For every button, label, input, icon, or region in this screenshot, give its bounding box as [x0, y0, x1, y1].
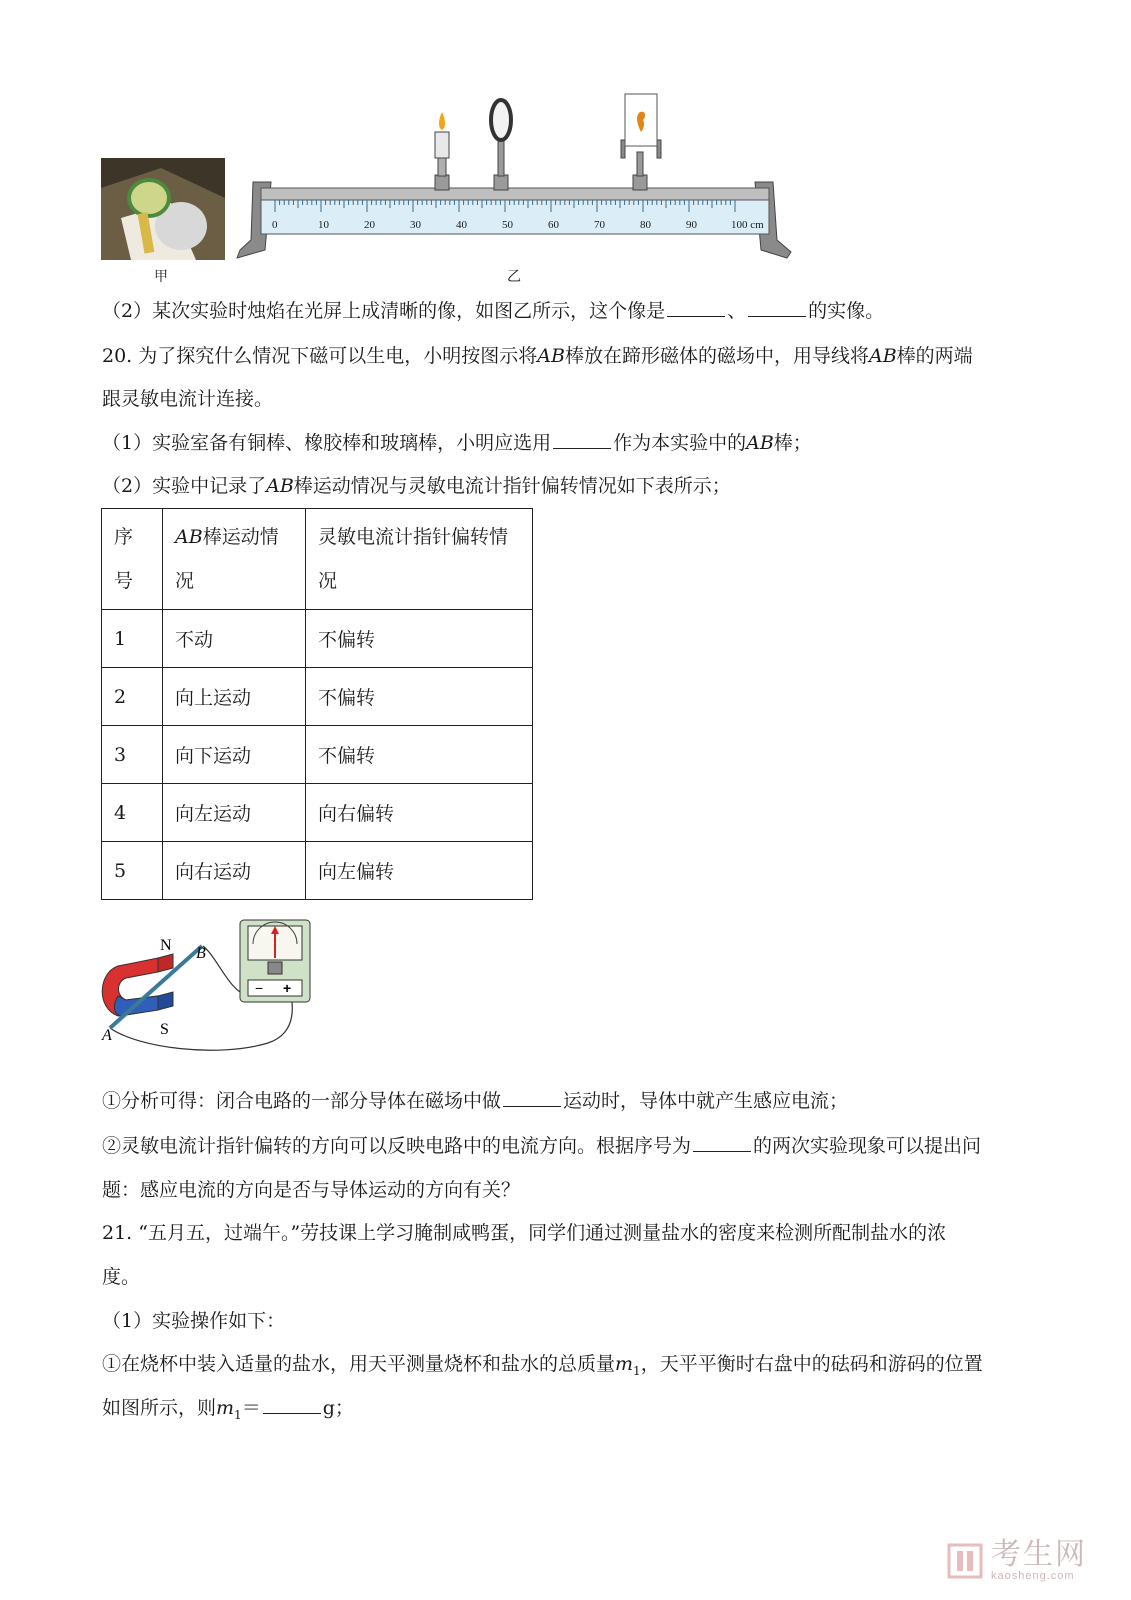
q21-intro-line2: 度。	[102, 1266, 141, 1288]
magnet-galvanometer-figure	[98, 918, 318, 1058]
q21-step1-line2	[102, 1395, 354, 1428]
q20-text: （2）实验中记录了	[102, 475, 267, 497]
mass-symbol: m	[615, 1353, 634, 1375]
table-header-row	[102, 509, 533, 610]
answer-blank[interactable]	[693, 1133, 751, 1152]
header-cell-index: 序 号	[102, 509, 163, 610]
watermark-text: 考生网	[991, 1537, 1087, 1572]
q20-text: （1）实验室备有铜棒、橡胶棒和玻璃棒，小明应选用	[102, 432, 552, 454]
ab-symbol: AB	[868, 345, 897, 367]
watermark-logo-icon	[947, 1543, 983, 1579]
ruler-tick-label: 80	[640, 219, 651, 231]
q20-conclusion-2	[102, 1133, 981, 1159]
label-n: N	[160, 937, 172, 954]
header-cell-deflection: 灵敏电流计指针偏转情 况	[306, 509, 533, 610]
q21-intro: 21. “五月五，过端午。”劳技课上学习腌制咸鸭蛋，同学们通过测量盐水的密度来检测所配制盐水的浓	[102, 1222, 947, 1244]
q20-text: 棒的两端	[896, 345, 973, 367]
table-row: 4 向左运动 向右偏转	[102, 784, 533, 842]
answer-blank[interactable]	[748, 298, 806, 317]
q20-text: 棒；	[773, 432, 812, 454]
q20-intro	[102, 343, 973, 369]
mass-subscript: 1	[234, 1407, 242, 1422]
mass-symbol: m	[216, 1397, 235, 1419]
ruler-tick-label: 50	[502, 219, 513, 231]
table-row: 3 向下运动 不偏转	[102, 726, 533, 784]
q20-text: ②灵敏电流计指针偏转的方向可以反映电路中的电流方向。根据序号为	[102, 1135, 692, 1157]
q19-sep: 、	[727, 300, 747, 322]
answer-blank[interactable]	[667, 298, 725, 317]
label-a: A	[102, 1027, 112, 1044]
q21-text: g；	[322, 1397, 354, 1419]
ruler-tick-label: 40	[456, 219, 467, 231]
q21-text: ，天平平衡时右盘中的砝码和游码的位置	[640, 1353, 983, 1375]
answer-blank[interactable]	[263, 1395, 321, 1414]
q20-text: 20. 为了探究什么情况下磁可以生电，小明按图示将	[102, 345, 538, 367]
q19-tail: 的实像。	[808, 300, 885, 322]
ab-symbol: AB	[266, 475, 294, 497]
q20-conclusion-2-line2: 题：感应电流的方向是否与导体运动的方向有关？	[102, 1179, 521, 1201]
q20-text: 棒运动情况与灵敏电流计指针偏转情况如下表所示；	[293, 475, 731, 497]
watermark-url: kaosheng.com	[991, 1570, 1075, 1582]
label-b: B	[196, 945, 206, 962]
q20-conclusion-1	[102, 1088, 848, 1114]
q20-intro-line2: 跟灵敏电流计连接。	[102, 388, 274, 410]
q19-part2	[102, 298, 884, 324]
header-cell-motion: AB棒运动情 况	[163, 509, 306, 610]
ruler-tick-label: 10	[318, 219, 329, 231]
q20-part2	[102, 473, 731, 499]
answer-blank[interactable]	[553, 430, 611, 449]
table-row: 2 向上运动 不偏转	[102, 668, 533, 726]
terminal-plus: +	[283, 980, 292, 996]
table-row: 1 不动 不偏转	[102, 610, 533, 668]
experiment-table	[101, 508, 533, 900]
q21-text: 如图所示，则	[102, 1397, 217, 1419]
q20-part1	[102, 430, 812, 456]
terminal-minus: −	[255, 980, 264, 996]
q20-text: 棒放在蹄形磁体的磁场中，用导线将	[564, 345, 869, 367]
q20-text: 的两次实验现象可以提出问	[753, 1135, 982, 1157]
table-row: 5 向右运动 向左偏转	[102, 842, 533, 900]
ab-symbol: AB	[746, 432, 774, 454]
caption-yi: 乙	[507, 269, 521, 285]
ruler-tick-label: 90	[686, 219, 697, 231]
answer-blank[interactable]	[503, 1088, 561, 1107]
ruler-tick-label: 30	[410, 219, 421, 231]
ruler-tick-label: 100 cm	[731, 219, 764, 231]
label-s: S	[160, 1021, 169, 1038]
q21-text: ①在烧杯中装入适量的盐水，用天平测量烧杯和盐水的总质量	[102, 1353, 616, 1375]
ruler-tick-label: 0	[272, 219, 278, 231]
ruler-tick-label: 60	[548, 219, 559, 231]
photo-magnifier	[101, 158, 225, 260]
q19-text: （2）某次实验时烛焰在光屏上成清晰的像，如图乙所示，这个像是	[102, 300, 666, 322]
q20-text: ①分析可得：闭合电路的一部分导体在磁场中做	[102, 1090, 502, 1112]
ruler-tick-label: 20	[364, 219, 375, 231]
q21-part1: （1）实验操作如下：	[102, 1310, 286, 1332]
mass-subscript: 1	[633, 1363, 641, 1378]
q21-text: ＝	[241, 1397, 261, 1419]
q20-text: 运动时，导体中就产生感应电流；	[563, 1090, 849, 1112]
q21-step1	[102, 1351, 983, 1384]
ab-symbol: AB	[537, 345, 565, 367]
ruler-tick-label: 70	[594, 219, 605, 231]
watermark	[947, 1537, 1087, 1582]
caption-jia: 甲	[154, 269, 168, 285]
q20-text: 作为本实验中的	[613, 432, 747, 454]
optical-bench	[235, 90, 795, 265]
